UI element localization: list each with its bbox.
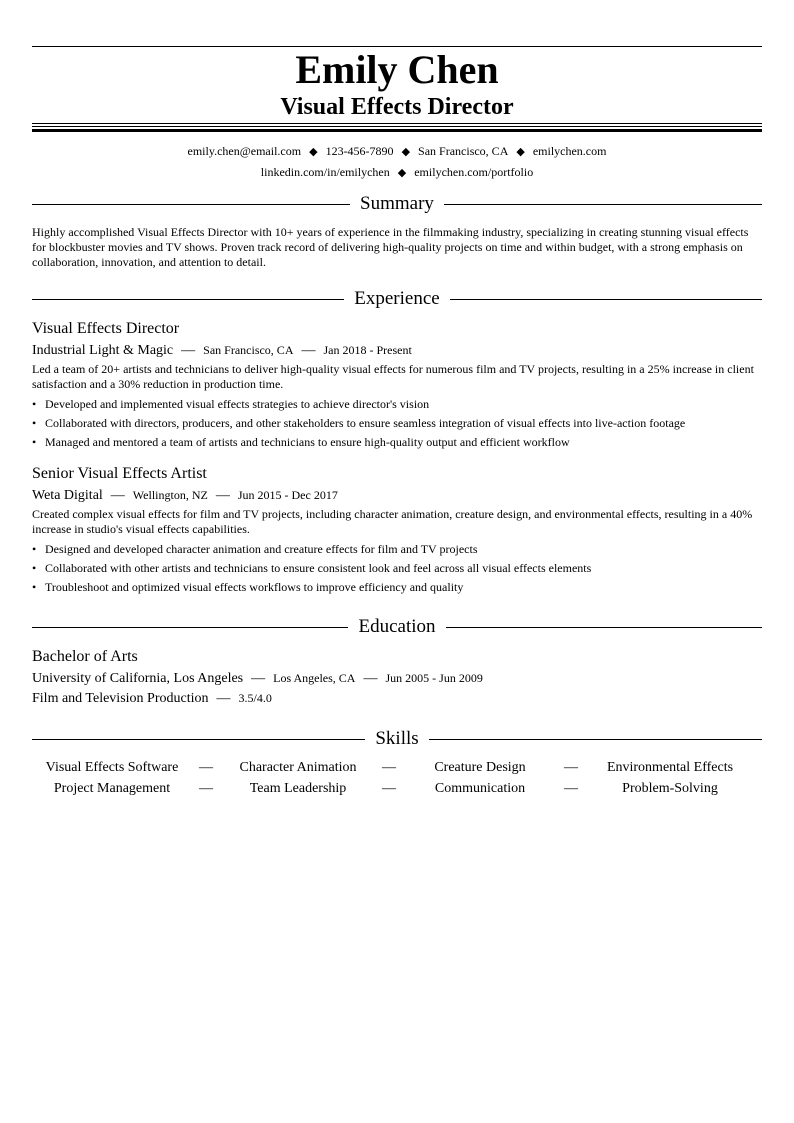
summary-heading-label: Summary bbox=[350, 193, 444, 214]
skills-heading bbox=[32, 728, 762, 750]
phone-text: 123-456-7890 bbox=[325, 144, 394, 158]
experience-heading-label: Experience bbox=[344, 288, 449, 309]
skill-item: Problem-Solving bbox=[622, 781, 718, 796]
skills-heading-label: Skills bbox=[365, 728, 428, 749]
education-field bbox=[32, 689, 272, 708]
dash-separator: — bbox=[301, 343, 316, 358]
skill-item: Communication bbox=[434, 781, 526, 796]
skill-item: Visual Effects Software bbox=[45, 760, 179, 775]
job-description: Led a team of 20+ artists and technicians to deliver high-quality visual effects for numerous film and TV projects, resulting in a 25% increase in client satisfaction and a 30% reduction in production time. bbox=[32, 362, 754, 391]
bullet-icon: • bbox=[32, 542, 37, 556]
job-dates: Jan 2018 - Present bbox=[323, 343, 412, 357]
dash-separator: — bbox=[564, 781, 578, 796]
school-name: University of California, Los Angeles bbox=[32, 671, 244, 686]
dash-separator: — bbox=[110, 488, 125, 503]
dash-separator: — bbox=[199, 781, 213, 796]
summary-text: Highly accomplished Visual Effects Director with 10+ years of experience in the filmmaking industry, specializing in creating stunning visual effects for blockbuster movies and TV shows. Proven track record of delivering high-quality projects on time and within budget, with a strong emphasis on collaboration, innovation, and attention to detail. bbox=[32, 225, 749, 269]
bullet-icon: • bbox=[32, 397, 37, 411]
list-item bbox=[32, 395, 762, 414]
job-bullets bbox=[32, 395, 762, 452]
bullet-text: Collaborated with directors, producers, and other stakeholders to ensure seamless integration of visual effects into live-action footage bbox=[45, 416, 686, 430]
diamond-separator-icon: ◆ bbox=[516, 146, 525, 158]
contact-line-1 bbox=[32, 143, 762, 160]
bullet-text: Troubleshoot and optimized visual effects workflows to improve efficiency and quality bbox=[45, 580, 464, 594]
summary-heading bbox=[32, 193, 762, 215]
job-bullets bbox=[32, 540, 762, 597]
job-location: Wellington, NZ bbox=[132, 488, 208, 502]
education-heading bbox=[32, 616, 762, 638]
header-rule bbox=[32, 126, 762, 127]
dash-separator: — bbox=[564, 760, 578, 775]
email-link[interactable]: emily.chen@email.com bbox=[187, 144, 302, 158]
education-heading-label: Education bbox=[348, 616, 445, 637]
contact-line-2 bbox=[32, 164, 762, 181]
job-title: Visual Effects Director bbox=[32, 320, 180, 337]
bullet-text: Developed and implemented visual effects strategies to achieve director's vision bbox=[45, 397, 430, 411]
bullet-icon: • bbox=[32, 580, 37, 594]
list-item bbox=[32, 559, 762, 578]
bullet-text: Collaborated with other artists and technicians to ensure consistent look and feel across all visual effects elements bbox=[45, 561, 592, 575]
job-meta bbox=[32, 341, 412, 360]
degree-title: Bachelor of Arts bbox=[32, 648, 138, 665]
dash-separator: — bbox=[216, 691, 231, 706]
company-name: Industrial Light & Magic bbox=[32, 343, 174, 358]
field-of-study: Film and Television Production bbox=[32, 691, 209, 706]
list-item bbox=[32, 578, 762, 597]
list-item bbox=[32, 433, 762, 452]
bullet-icon: • bbox=[32, 416, 37, 430]
candidate-name: Emily Chen bbox=[295, 47, 499, 92]
header-rule bbox=[32, 123, 762, 124]
list-item bbox=[32, 414, 762, 433]
bullet-icon: • bbox=[32, 435, 37, 449]
bullet-text: Managed and mentored a team of artists and technicians to ensure high-quality output and efficient workflow bbox=[45, 435, 570, 449]
job-dates: Jun 2015 - Dec 2017 bbox=[237, 488, 338, 502]
bullet-text: Designed and developed character animation and creature effects for film and TV projects bbox=[45, 542, 478, 556]
skills-row bbox=[32, 780, 762, 801]
experience-heading bbox=[32, 288, 762, 310]
candidate-title: Visual Effects Director bbox=[280, 94, 514, 120]
dash-separator: — bbox=[199, 760, 213, 775]
job-meta bbox=[32, 486, 338, 505]
job-location: San Francisco, CA bbox=[203, 343, 294, 357]
diamond-separator-icon: ◆ bbox=[309, 146, 318, 158]
school-location: Los Angeles, CA bbox=[273, 671, 356, 685]
skill-item: Environmental Effects bbox=[606, 760, 734, 775]
skill-item: Character Animation bbox=[239, 760, 357, 775]
skill-item: Team Leadership bbox=[249, 781, 347, 796]
skill-item: Project Management bbox=[53, 781, 171, 796]
website-link[interactable]: emilychen.com bbox=[532, 144, 607, 158]
dash-separator: — bbox=[181, 343, 196, 358]
linkedin-link[interactable]: linkedin.com/in/emilychen bbox=[260, 165, 390, 179]
dash-separator: — bbox=[382, 760, 396, 775]
education-meta bbox=[32, 669, 483, 688]
location-text: San Francisco, CA bbox=[418, 144, 509, 158]
skill-item: Creature Design bbox=[434, 760, 526, 775]
skills-row bbox=[32, 759, 762, 780]
skills-grid bbox=[32, 759, 762, 801]
diamond-separator-icon: ◆ bbox=[401, 146, 411, 158]
job-description: Created complex visual effects for film and TV projects, including character animation, creature design, and environmental effects, resulting in a 40% increase in studio's visual effects capabilities. bbox=[32, 507, 753, 536]
dash-separator: — bbox=[382, 781, 396, 796]
diamond-separator-icon: ◆ bbox=[397, 167, 407, 179]
company-name: Weta Digital bbox=[32, 488, 103, 503]
list-item bbox=[32, 540, 762, 559]
education-dates: Jun 2005 - Jun 2009 bbox=[385, 671, 483, 685]
job-title: Senior Visual Effects Artist bbox=[32, 465, 207, 482]
dash-separator: — bbox=[215, 488, 230, 503]
dash-separator: — bbox=[251, 671, 266, 686]
bullet-icon: • bbox=[32, 561, 37, 575]
dash-separator: — bbox=[363, 671, 378, 686]
portfolio-link[interactable]: emilychen.com/portfolio bbox=[414, 165, 534, 179]
gpa-text: 3.5/4.0 bbox=[238, 691, 272, 705]
header-rule-thick bbox=[32, 129, 762, 132]
